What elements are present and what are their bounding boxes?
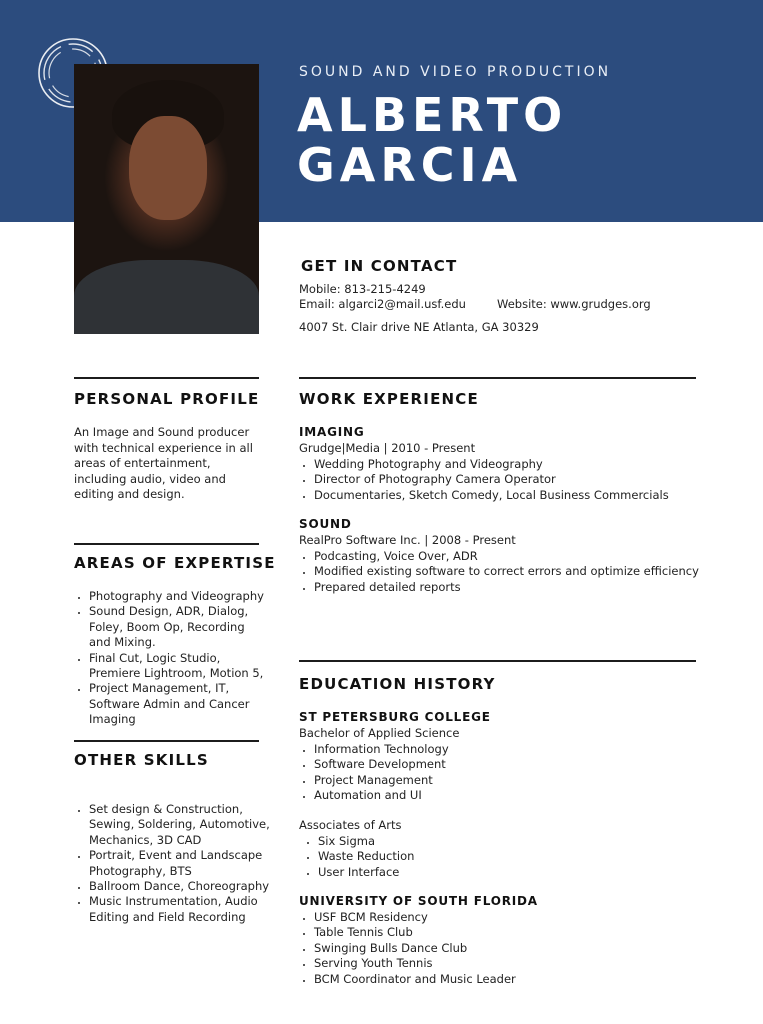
job-bullets <box>299 457 714 503</box>
list-item: • Documentaries, Sketch Comedy, Local Business Commercials <box>314 488 714 503</box>
school-name: ST PETERSBURG COLLEGE <box>299 710 491 724</box>
list-item: • Swinging Bulls Dance Club <box>314 941 614 956</box>
contact-mobile: Mobile: 813-215-4249 <box>299 282 426 296</box>
list-item: • USF BCM Residency <box>314 910 614 925</box>
degree-bullets <box>303 834 618 880</box>
education-heading: EDUCATION HISTORY <box>299 675 496 693</box>
contact-email[interactable]: Email: algarci2@mail.usf.edu <box>299 297 466 311</box>
expertise-heading: AREAS OF EXPERTISE <box>74 554 276 572</box>
list-item: • Waste Reduction <box>318 849 618 864</box>
degree-bullets <box>299 742 614 804</box>
job-title: IMAGING <box>299 425 365 439</box>
list-item: • Wedding Photography and Videography <box>314 457 714 472</box>
degree: Bachelor of Applied Science <box>299 726 460 740</box>
list-item: • Six Sigma <box>318 834 618 849</box>
list-item: • Information Technology <box>314 742 614 757</box>
skills-divider <box>74 740 259 742</box>
school-name: UNIVERSITY OF SOUTH FLORIDA <box>299 894 538 908</box>
list-item: • Project Management <box>314 773 614 788</box>
list-item: • Modified existing software to correct errors and optimize efficiency <box>314 564 714 579</box>
contact-website[interactable]: Website: www.grudges.org <box>497 297 651 311</box>
work-divider <box>299 377 696 379</box>
person-name <box>297 90 567 190</box>
last-name: GARCIA <box>297 138 523 192</box>
job-title: SOUND <box>299 517 352 531</box>
job-company: RealPro Software Inc. | 2008 - Present <box>299 533 516 547</box>
profile-heading: PERSONAL PROFILE <box>74 390 260 408</box>
list-item: • Set design & Construction, Sewing, Soldering, Automotive, Mechanics, 3D CAD <box>89 802 271 848</box>
list-item: • Prepared detailed reports <box>314 580 714 595</box>
list-item: • BCM Coordinator and Music Leader <box>314 972 614 987</box>
list-item: • Music Instrumentation, Audio Editing and Field Recording <box>89 894 271 925</box>
list-item: • User Interface <box>318 865 618 880</box>
list-item: • Serving Youth Tennis <box>314 956 614 971</box>
work-heading: WORK EXPERIENCE <box>299 390 479 408</box>
education-divider <box>299 660 696 662</box>
school-bullets <box>299 910 614 987</box>
job-bullets <box>299 549 714 595</box>
profile-photo <box>74 64 259 334</box>
skills-list <box>74 802 271 925</box>
expertise-list <box>74 589 269 728</box>
first-name: ALBERTO <box>297 88 568 142</box>
list-item: • Ballroom Dance, Choreography <box>89 879 271 894</box>
list-item: • Portrait, Event and Landscape Photography, BTS <box>89 848 271 879</box>
degree: Associates of Arts <box>299 818 402 832</box>
list-item: • Final Cut, Logic Studio, Premiere Lightroom, Motion 5, <box>89 651 269 682</box>
list-item: • Photography and Videography <box>89 589 269 604</box>
list-item: • Software Development <box>314 757 614 772</box>
contact-address: 4007 St. Clair drive NE Atlanta, GA 30329 <box>299 320 539 334</box>
list-item: • Podcasting, Voice Over, ADR <box>314 549 714 564</box>
list-item: • Project Management, IT, Software Admin and Cancer Imaging <box>89 681 269 727</box>
list-item: • Automation and UI <box>314 788 614 803</box>
list-item: • Sound Design, ADR, Dialog, Foley, Boom Op, Recording and Mixing. <box>89 604 269 650</box>
profile-text: An Image and Sound producer with technical experience in all areas of entertainment, including audio, video and editing and design. <box>74 425 253 501</box>
contact-heading: GET IN CONTACT <box>301 257 458 275</box>
expertise-divider <box>74 543 259 545</box>
job-subtitle: SOUND AND VIDEO PRODUCTION <box>299 64 612 80</box>
list-item: • Table Tennis Club <box>314 925 614 940</box>
job-company: Grudge|Media | 2010 - Present <box>299 441 476 455</box>
profile-divider <box>74 377 259 379</box>
list-item: • Director of Photography Camera Operator <box>314 472 714 487</box>
skills-heading: OTHER SKILLS <box>74 751 209 769</box>
